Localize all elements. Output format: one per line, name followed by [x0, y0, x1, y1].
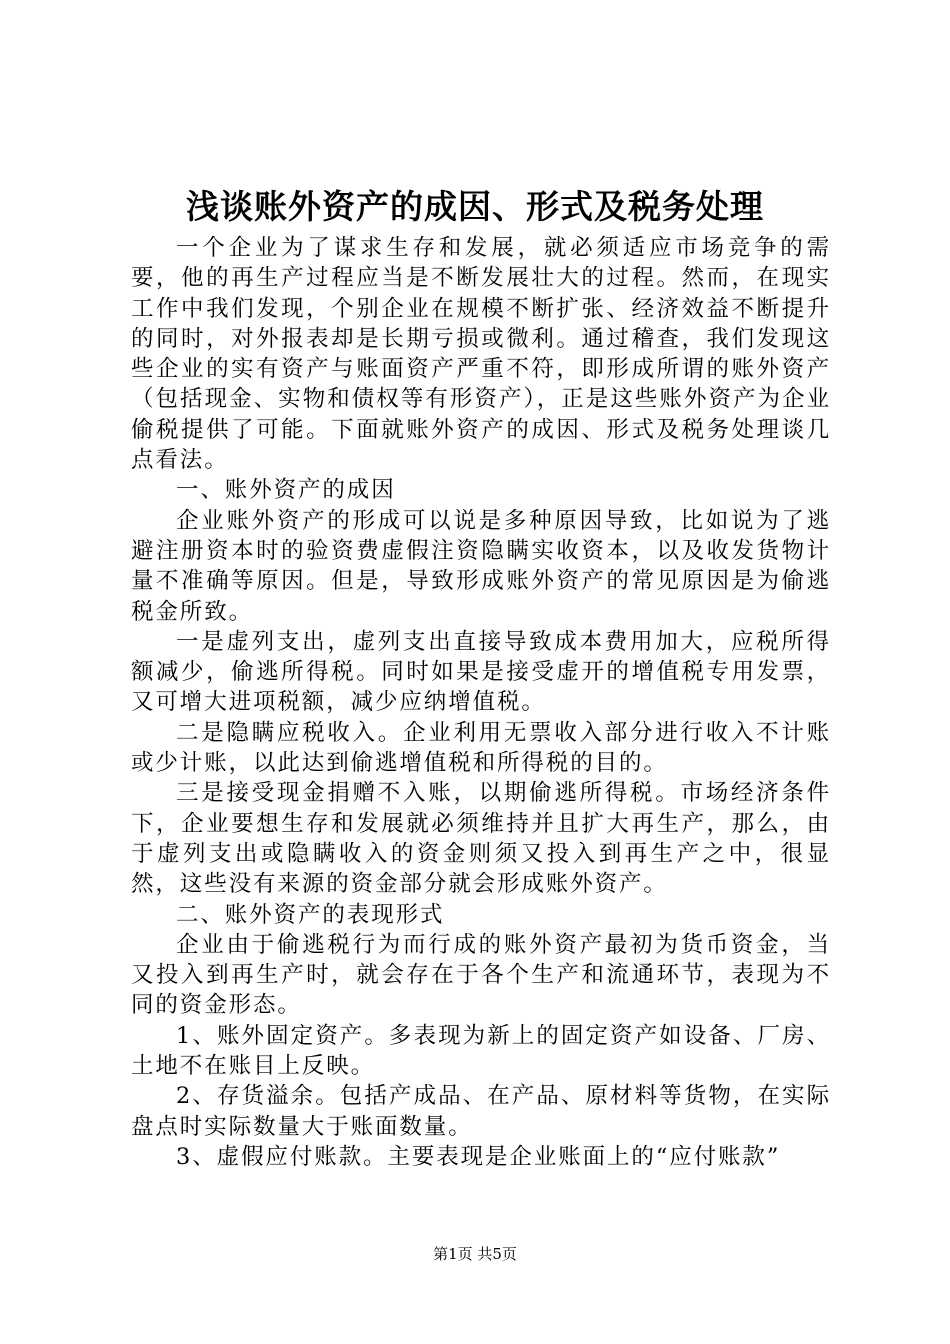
- paragraph-form-1: 1、账外固定资产。多表现为新上的固定资产如设备、厂房、土地不在账目上反映。: [131, 1022, 831, 1080]
- paragraph-form-3: 3、虚假应付账款。主要表现是企业账面上的“应付账款”: [176, 1143, 781, 1170]
- section-heading-causes: 一、账外资产的成因: [176, 477, 396, 504]
- paragraph-cause-2: 二是隐瞒应税收入。企业利用无票收入部分进行收入不计账或少计账，以此达到偷逃增值税和所得税的目的。: [131, 719, 831, 777]
- paragraph-form-2: 2、存货溢余。包括产成品、在产品、原材料等货物，在实际盘点时实际数量大于账面数量。: [131, 1083, 831, 1140]
- section-heading-forms: 二、账外资产的表现形式: [176, 901, 445, 928]
- document-title: 浅谈账外资产的成因、形式及税务处理: [186, 187, 764, 226]
- paragraph-cause-3: 三是接受现金捐赠不入账，以期偷逃所得税。市场经济条件下，企业要想生存和发展就必须维持并且扩大再生产，那么，由于虚列支出或隐瞒收入的资金则须又投入到再生产之中，很显然，这些没有来源的资金部分就会形成账外资产。: [131, 780, 831, 898]
- paragraph-forms-overview: 企业由于偷逃税行为而行成的账外资产最初为货币资金，当又投入到再生产时，就会存在于各个生产和流通环节，表现为不同的资金形态。: [131, 931, 831, 1019]
- paragraph-causes-overview: 企业账外资产的形成可以说是多种原因导致，比如说为了逃避注册资本时的验资费虚假注资隐瞒实收资本，以及收发货物计量不准确等原因。但是，导致形成账外资产的常见原因是为偷逃税金所致。: [131, 507, 831, 625]
- paragraph-intro: 一个企业为了谋求生存和发展，就必须适应市场竞争的需要，他的再生产过程应当是不断发展壮大的过程。然而，在现实工作中我们发现，个别企业在规模不断扩张、经济效益不断提升的同时，对外报表却是长期亏损或微利。通过稽查，我们发现这些企业的实有资产与账面资产严重不符，即形成所谓的账外资产（包括现金、实物和债权等有形资产），正是这些账外资产为企业偷税提供了可能。下面就账外资产的成因、形式及税务处理谈几点看法。: [131, 235, 831, 474]
- page-footer: 第1页 共5页: [433, 1245, 517, 1263]
- document-body: [131, 233, 831, 1172]
- paragraph-cause-1: 一是虚列支出，虚列支出直接导致成本费用加大，应税所得额减少，偷逃所得税。同时如果是接受虚开的增值税专用发票，又可增大进项税额，减少应纳增值税。: [131, 628, 831, 716]
